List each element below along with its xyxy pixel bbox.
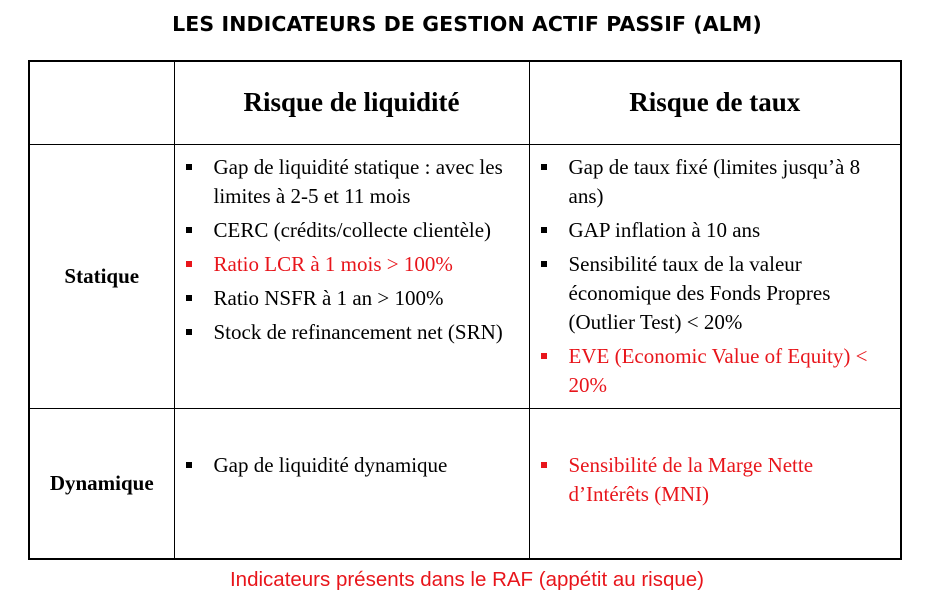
square-bullet-icon	[186, 261, 192, 267]
square-bullet-icon	[186, 462, 192, 468]
raf-footnote: Indicateurs présents dans le RAF (appétit au risque)	[229, 568, 705, 591]
indicator-text: Ratio LCR à 1 mois > 100%	[213, 251, 453, 276]
table-header-row	[29, 61, 901, 144]
square-bullet-icon	[541, 353, 547, 359]
indicator-text: Gap de taux fixé (limites jusqu’à 8 ans)	[568, 154, 861, 208]
indicator-text: Gap de liquidité statique : avec les limites à 2-5 et 11 mois	[213, 154, 503, 208]
list-item	[538, 153, 893, 211]
square-bullet-icon	[541, 261, 547, 267]
page-title: LES INDICATEURS DE GESTION ACTIF PASSIF (ALM)	[172, 12, 762, 36]
indicator-text: Sensibilité taux de la valeur économique des Fonds Propres (Outlier Test) < 20%	[568, 251, 831, 334]
cell-statique-liquidity	[174, 144, 529, 408]
indicator-list	[175, 409, 529, 480]
indicator-list	[530, 409, 901, 509]
indicator-text: EVE (Economic Value of Equity) < 20%	[568, 343, 868, 397]
alm-indicators-table	[28, 60, 902, 560]
indicator-text: Ratio NSFR à 1 an > 100%	[213, 285, 444, 310]
indicator-text: Stock de refinancement net (SRN)	[213, 319, 503, 344]
indicator-text: Sensibilité de la Marge Nette d’Intérêts (MNI)	[568, 452, 814, 506]
list-item	[183, 250, 521, 279]
indicator-list	[175, 145, 529, 347]
table-row-dynamique	[29, 408, 901, 559]
square-bullet-icon	[186, 227, 192, 233]
table-row-statique	[29, 144, 901, 408]
square-bullet-icon	[541, 227, 547, 233]
square-bullet-icon	[541, 164, 547, 170]
list-item	[538, 216, 893, 245]
list-item	[538, 451, 893, 509]
list-item	[183, 451, 521, 480]
indicator-list	[530, 145, 901, 400]
cell-dynamique-rate	[529, 408, 901, 559]
indicator-text: CERC (crédits/collecte clientèle)	[213, 217, 492, 242]
indicator-text: Gap de liquidité dynamique	[213, 452, 448, 477]
square-bullet-icon	[186, 164, 192, 170]
column-header-rate-risk: Risque de taux	[529, 61, 901, 144]
list-item	[183, 216, 521, 245]
list-item	[183, 318, 521, 347]
list-item	[183, 284, 521, 313]
cell-dynamique-liquidity	[174, 408, 529, 559]
list-item	[183, 153, 521, 211]
square-bullet-icon	[541, 462, 547, 468]
corner-cell	[29, 61, 174, 144]
square-bullet-icon	[186, 295, 192, 301]
indicator-text: GAP inflation à 10 ans	[568, 217, 761, 242]
row-header-statique: Statique	[29, 144, 174, 408]
list-item	[538, 342, 893, 400]
list-item	[538, 250, 893, 337]
column-header-liquidity-risk: Risque de liquidité	[174, 61, 529, 144]
cell-statique-rate	[529, 144, 901, 408]
row-header-dynamique: Dynamique	[29, 408, 174, 559]
square-bullet-icon	[186, 329, 192, 335]
